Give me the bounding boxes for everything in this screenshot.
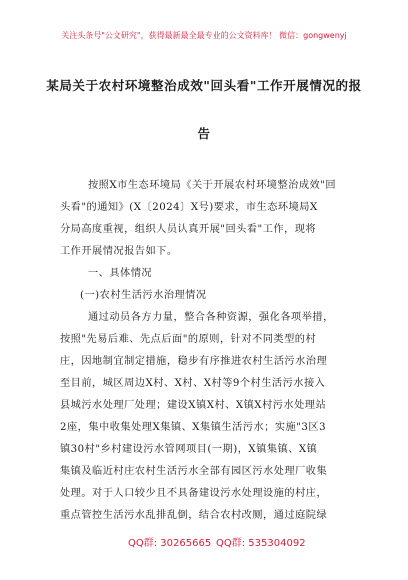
document-title-line-2: 告 <box>197 126 211 141</box>
body-line: 至目前，城区周边X村、X村、X村等9个村生活污水接入 <box>60 378 326 389</box>
footer-qq-group-1: QQ群: 30265665 <box>128 538 212 549</box>
body-line: 工作开展情况报告如下。 <box>60 246 178 257</box>
body-line: 2座，集中收集处理X集镇、X集镇生活污水；实施"3区3 <box>60 422 327 433</box>
body-line: 按照X市生态环境局《关于开展农村环境整治成效"回 <box>88 180 337 191</box>
body-line: 集镇及临近村庄农村生活污水全部有园区污水处理厂收集 <box>60 466 328 477</box>
body-line: 庄，因地制宜制定措施，稳步有序推进农村生活污水治理 <box>60 356 328 367</box>
body-line: 县城污水处理厂处理；建设X镇X村、X镇X村污水处理站 <box>60 400 327 411</box>
body-line: 分局高度重视，组织人员认真开展"回头看"工作，现将 <box>60 224 317 235</box>
header-banner: 关注头条号"公文研究"，获得最新最全最专业的公文资料库！ 微信：gongwenyj <box>61 31 347 40</box>
section-heading: 一、具体情况 <box>88 268 153 279</box>
body-line: 头看"的通知》(X〔2024〕X号)要求，市生态环境局X <box>60 202 318 213</box>
body-line: 按照"先易后难、先点后面"的原则，针对不同类型的村 <box>60 334 317 345</box>
body-line: 镇30村"乡村建设污水管网项目(一期)，X镇集镇、X镇 <box>60 444 318 455</box>
body-line: 通过动员各方力量，整合各种资源，强化各项举措， <box>88 312 334 323</box>
footer <box>0 534 408 548</box>
body-line: 重点管控生活污水乱排乱倒，结合农村改厕，通过庭院绿 <box>60 510 328 521</box>
body-line: 处理。对于人口较少且不具备建设污水处理设施的村庄， <box>60 488 328 499</box>
footer-qq-group-2: QQ群: 535304092 <box>216 538 306 549</box>
subsection-heading: (一)农村生活污水治理情况 <box>80 290 207 301</box>
document-title-line-1: 某局关于农村环境整治成效"回头看"工作开展情况的报 <box>46 78 362 93</box>
